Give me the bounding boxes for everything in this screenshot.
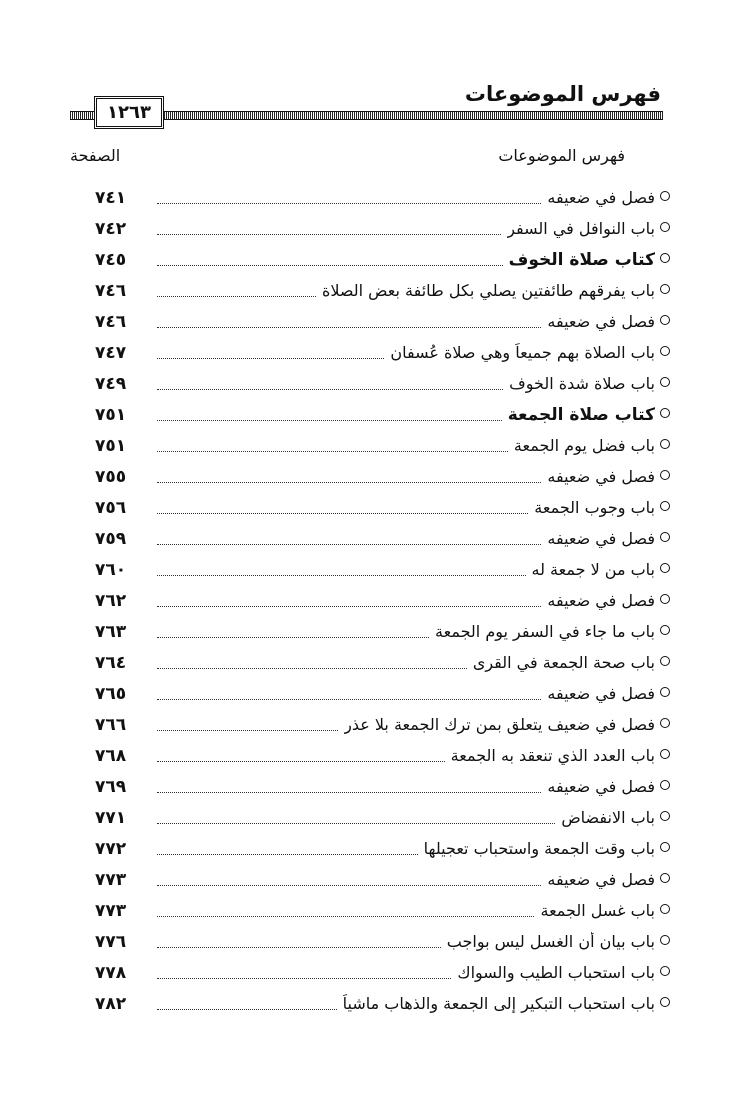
entry-page-number: ٧٧٦ <box>95 931 127 952</box>
circle-bullet-icon <box>655 811 675 824</box>
circle-bullet-icon <box>655 656 675 669</box>
dot-leader <box>157 574 526 576</box>
circle-bullet-icon <box>655 935 675 948</box>
entry-title: باب صحة الجمعة في القرى <box>472 653 655 672</box>
dot-leader <box>157 977 451 979</box>
toc-entry <box>95 523 675 554</box>
dot-leader <box>157 512 528 514</box>
dot-leader <box>157 884 541 886</box>
circle-bullet-icon <box>655 780 675 793</box>
circle-bullet-icon <box>655 253 675 266</box>
entry-page-number: ٧٤٦ <box>95 311 127 332</box>
topics-column-heading: فهرس الموضوعات <box>498 146 625 165</box>
entry-title: باب صلاة شدة الخوف <box>509 374 655 393</box>
entry-page-number: ٧٧٨ <box>95 962 127 983</box>
toc-entry <box>95 337 675 368</box>
toc-entry <box>95 492 675 523</box>
toc-entry <box>95 399 675 430</box>
entry-page-number: ٧٧٣ <box>95 869 127 890</box>
entry-page-number: ٧٦٩ <box>95 776 127 797</box>
toc-entry <box>95 895 675 926</box>
toc-entry <box>95 585 675 616</box>
dot-leader <box>157 202 541 204</box>
circle-bullet-icon <box>655 873 675 886</box>
toc-entry <box>95 988 675 1019</box>
toc-entry <box>95 833 675 864</box>
circle-bullet-icon <box>655 997 675 1010</box>
entry-page-number: ٧٥٩ <box>95 528 127 549</box>
dot-leader <box>157 295 316 297</box>
entry-title: باب النوافل في السفر <box>507 219 655 238</box>
entry-title: باب يفرقهم طائفتين يصلي بكل طائفة بعض الصلاة <box>321 281 655 300</box>
entry-title: باب ما جاء في السفر يوم الجمعة <box>435 622 655 641</box>
circle-bullet-icon <box>655 625 675 638</box>
entry-page-number: ٧٤٩ <box>95 373 127 394</box>
circle-bullet-icon <box>655 532 675 545</box>
toc-entry <box>95 554 675 585</box>
circle-bullet-icon <box>655 284 675 297</box>
entry-page-number: ٧٦٤ <box>95 652 127 673</box>
entry-title: باب وجوب الجمعة <box>534 498 655 517</box>
toc-entry <box>95 771 675 802</box>
entry-page-number: ٧٦٦ <box>95 714 127 735</box>
dot-leader <box>157 233 501 235</box>
dot-leader <box>157 791 541 793</box>
dot-leader <box>157 605 541 607</box>
dot-leader <box>157 636 429 638</box>
entry-page-number: ٧٥١ <box>95 404 127 425</box>
toc-entry <box>95 957 675 988</box>
entry-title: كتاب صلاة الخوف <box>508 249 655 270</box>
entry-page-number: ٧٤٥ <box>95 249 127 270</box>
circle-bullet-icon <box>655 718 675 731</box>
entry-page-number: ٧٧٣ <box>95 900 127 921</box>
toc-entry <box>95 461 675 492</box>
entry-title: فصل في ضعيفه <box>547 529 655 548</box>
entry-page-number: ٧٦٠ <box>95 559 127 580</box>
entry-page-number: ٧٨٢ <box>95 993 127 1014</box>
dot-leader <box>157 264 503 266</box>
toc-entry <box>95 740 675 771</box>
toc-entry <box>95 647 675 678</box>
dot-leader <box>157 822 555 824</box>
toc-entries <box>95 182 675 1019</box>
toc-entry <box>95 430 675 461</box>
toc-entry <box>95 616 675 647</box>
toc-entry <box>95 709 675 740</box>
entry-title: كتاب صلاة الجمعة <box>507 404 655 425</box>
dot-leader <box>157 698 541 700</box>
entry-title: فصل في ضعيفه <box>547 312 655 331</box>
entry-title: فصل في ضعيفه <box>547 684 655 703</box>
entry-page-number: ٧٦٣ <box>95 621 127 642</box>
circle-bullet-icon <box>655 191 675 204</box>
entry-title: باب استحباب الطيب والسواك <box>457 963 655 982</box>
entry-title: باب الصلاة بهم جميعاً وهي صلاة عُسفان <box>390 343 655 362</box>
circle-bullet-icon <box>655 439 675 452</box>
entry-page-number: ٧٧١ <box>95 807 127 828</box>
entry-page-number: ٧٦٨ <box>95 745 127 766</box>
circle-bullet-icon <box>655 222 675 235</box>
dot-leader <box>157 760 445 762</box>
entry-page-number: ٧٤٧ <box>95 342 127 363</box>
page-number: ١٢٦٣ <box>94 96 164 129</box>
dot-leader <box>157 357 384 359</box>
entry-page-number: ٧٤٦ <box>95 280 127 301</box>
dot-leader <box>157 915 534 917</box>
entry-title: فصل في ضعيفه <box>547 870 655 889</box>
circle-bullet-icon <box>655 594 675 607</box>
circle-bullet-icon <box>655 749 675 762</box>
dot-leader <box>157 946 441 948</box>
dot-leader <box>157 853 418 855</box>
circle-bullet-icon <box>655 346 675 359</box>
entry-title: فصل في ضعيفه <box>547 777 655 796</box>
dot-leader <box>157 1008 337 1010</box>
circle-bullet-icon <box>655 687 675 700</box>
entry-page-number: ٧٤٢ <box>95 218 127 239</box>
circle-bullet-icon <box>655 377 675 390</box>
circle-bullet-icon <box>655 315 675 328</box>
page-column-heading: الصفحة <box>70 146 121 165</box>
running-title: فهرس الموضوعات <box>464 82 661 106</box>
toc-entry <box>95 926 675 957</box>
dot-leader <box>157 543 541 545</box>
entry-page-number: ٧٧٢ <box>95 838 127 859</box>
toc-entry <box>95 244 675 275</box>
toc-entry <box>95 213 675 244</box>
entry-title: باب بيان أن الغسل ليس بواجب <box>446 932 655 951</box>
circle-bullet-icon <box>655 904 675 917</box>
dot-leader <box>157 326 541 328</box>
toc-entry <box>95 306 675 337</box>
entry-title: باب وقت الجمعة واستحباب تعجيلها <box>423 839 655 858</box>
entry-page-number: ٧٦٢ <box>95 590 127 611</box>
circle-bullet-icon <box>655 408 675 421</box>
entry-title: باب استحباب التبكير إلى الجمعة والذهاب ماشياً <box>342 994 655 1013</box>
entry-page-number: ٧٥٥ <box>95 466 127 487</box>
dot-leader <box>157 388 503 390</box>
dot-leader <box>157 419 502 421</box>
toc-entry <box>95 182 675 213</box>
toc-entry <box>95 275 675 306</box>
entry-title: باب من لا جمعة له <box>531 560 655 579</box>
entry-title: فصل في ضعيفه <box>547 467 655 486</box>
dot-leader <box>157 667 467 669</box>
entry-title: باب الانفضاض <box>561 808 655 827</box>
dot-leader <box>157 729 338 731</box>
toc-entry <box>95 678 675 709</box>
circle-bullet-icon <box>655 966 675 979</box>
entry-title: باب فضل يوم الجمعة <box>513 436 655 455</box>
entry-title: فصل في ضعيف يتعلق بمن ترك الجمعة بلا عذر <box>344 715 655 734</box>
dot-leader <box>157 450 508 452</box>
circle-bullet-icon <box>655 501 675 514</box>
toc-entry <box>95 802 675 833</box>
entry-title: باب العدد الذي تنعقد به الجمعة <box>450 746 655 765</box>
entry-title: باب غسل الجمعة <box>540 901 655 920</box>
toc-entry <box>95 864 675 895</box>
dot-leader <box>157 481 541 483</box>
entry-page-number: ٧٤١ <box>95 187 127 208</box>
entry-page-number: ٧٥١ <box>95 435 127 456</box>
entry-page-number: ٧٦٥ <box>95 683 127 704</box>
circle-bullet-icon <box>655 470 675 483</box>
entry-title: فصل في ضعيفه <box>547 188 655 207</box>
entry-page-number: ٧٥٦ <box>95 497 127 518</box>
circle-bullet-icon <box>655 563 675 576</box>
circle-bullet-icon <box>655 842 675 855</box>
toc-entry <box>95 368 675 399</box>
entry-title: فصل في ضعيفه <box>547 591 655 610</box>
